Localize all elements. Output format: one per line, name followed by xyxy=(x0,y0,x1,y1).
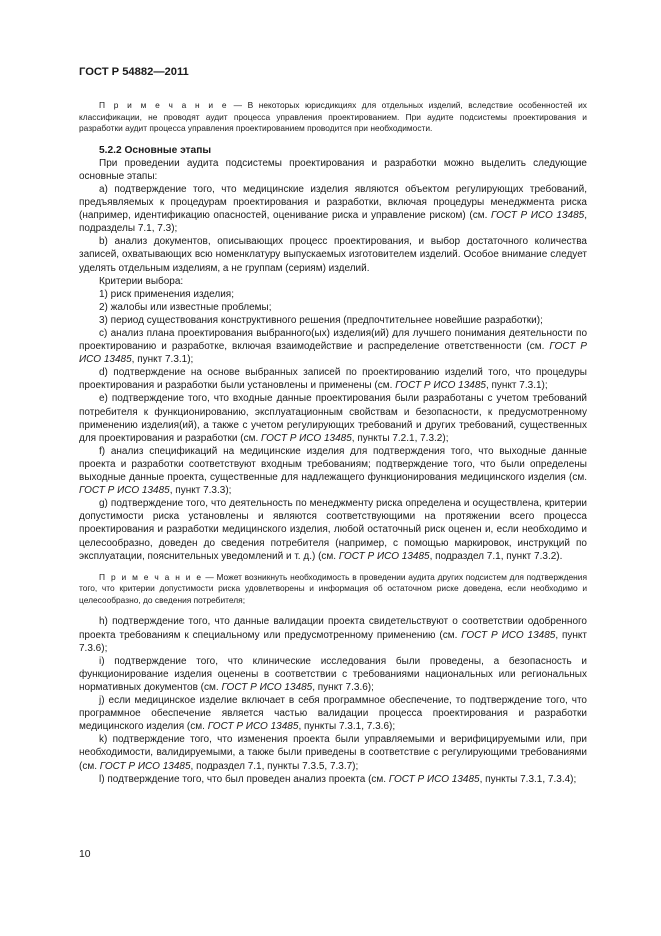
standard-reference: ГОСТ Р ИСО 13485 xyxy=(490,210,585,222)
item-j: j) если медицинское изделие включает в себя программное обеспечение, то подтверждение того, что программное обеспечение является частью валидации процесса проектирования и разработки медицинского изделия (см. ГОСТ Р ИСО 13485, пункты 7.3.1, 7.3.6); xyxy=(79,695,587,733)
item-b: b) анализ документов, описывающих процесс проектирования, и выбор достаточного количества записей, охватывающих всю номенклатуру выпускаемых изготовителем изделий. Особое внимание следует уделять отдельным изделиям, а не группам (сериям) изделий. xyxy=(79,236,587,274)
note-paragraph xyxy=(79,100,587,135)
section-heading: 5.2.2 Основные этапы xyxy=(99,144,212,156)
item-h: h) подтверждение того, что данные валидации проекта свидетельствуют о соответствии одобренного проекта требованиям к специальному или предусмотренному применению (см. ГОСТ Р ИСО 13485, пункт 7.3.6); xyxy=(79,616,587,654)
standard-reference: ГОСТ Р ИСО 13485 xyxy=(79,485,170,497)
item-i: i) подтверждение того, что клинические исследования были проведены, а безопасность и функционирование изделия оценены в соответствии с требованиями национальных или региональных нормативных документов (см. ГОСТ Р ИСО 13485, пункт 7.3.6); xyxy=(79,655,587,693)
item-d: d) подтверждение на основе выбранных записей по проектированию изделий того, что процедуры проектирования и разработки были установлены и применены (см. ГОСТ Р ИСО 13485, пункт 7.3.1); xyxy=(79,367,587,392)
standard-reference: ГОСТ Р ИСО 13485 xyxy=(207,721,299,733)
item-c: с) анализ плана проектирования выбранного(ых) изделия(ий) для лучшего понимания деятельности по проектированию и разработке, включая взаимодействие и распределение ответственности (см. ГОСТ Р ИСО 13485, пункт 7.3.1); xyxy=(79,328,587,366)
standard-reference: ГОСТ Р ИСО 13485 xyxy=(338,550,430,562)
standard-reference: ГОСТ Р ИСО 13485 xyxy=(395,380,486,392)
standard-reference: ГОСТ Р ИСО 13485 xyxy=(79,341,587,366)
standard-reference: ГОСТ Р ИСО 13485 xyxy=(461,629,556,641)
note-text: — Может возникнуть необходимость в проведении аудита других подсистем для подтверждения того, что критерии допустимости риска удовлетворены и информация об остаточном риске доведена, если необходимо и целесообразно, до сведения потребителя; xyxy=(79,571,587,605)
criteria-item-1: 1) риск применения изделия; xyxy=(99,288,234,300)
note-label: П р и м е ч а н и е xyxy=(99,100,229,110)
criteria-label: Критерии выбора: xyxy=(99,275,184,287)
item-f: f) анализ спецификаций на медицинские изделия для подтверждения того, что выходные данные проекта и разработки соответствуют входным требованиям; подтверждение того, что были определены выходные данные проекта, существенные для надлежащего функционирования медицинского изделия (см. ГОСТ Р ИСО 13485, пункт 7.3.3); xyxy=(79,445,587,497)
item-g: g) подтверждение того, что деятельность по менеджменту риска определена и осуществлена, критерии допустимости риска установлены и являются соответствующими на протяжении всего процесса проектирования и разработки медицинского изделия, любой остаточный риск оценен и, если необходимо и целесообразно, доведен до сведения потребителя (например, с помощью маркировок, инструкций по эксплуатации, пояснительных уведомлений и т. д.) (см. ГОСТ Р ИСО 13485, подраздел 7.1, пункт 7.3.2). xyxy=(79,498,587,562)
standard-reference: ГОСТ Р ИСО 13485 xyxy=(221,681,313,693)
intro-paragraph: При проведении аудита подсистемы проектирования и разработки можно выделить следующие основные этапы: xyxy=(79,157,587,182)
note-paragraph xyxy=(79,572,587,607)
item-a: а) подтверждение того, что медицинские изделия являются объектом регулирующих требований, предъявляемых к процедурам проектирования и разработки, включая процедуры менеджмента риска (например, идентификацию опасностей, оценивание риска и управление риском) (см. ГОСТ Р ИСО 13485, подразделы 7.1, 7.3); xyxy=(79,183,587,235)
note-label: П р и м е ч а н и е xyxy=(99,571,203,582)
note-text: — В некоторых юрисдикциях для отдельных изделий, вследствие особенностей их классификации, не проводят аудит процесса управления проектированием. При аудите подсистемы проектирования и разработки аудит процесса управления проектированием проводится при необходимости. xyxy=(79,100,587,134)
document-header: ГОСТ Р 54882—2011 xyxy=(79,66,189,78)
page-number: 10 xyxy=(79,849,91,860)
item-k: k) подтверждение того, что изменения проекта были управляемыми и верифицируемыми или, при необходимости, валидируемыми, а также были приведены в соответствие с регулирующими требованиями (см. ГОСТ Р ИСО 13485, подраздел 7.1, пункты 7.3.5, 7.3.7); xyxy=(79,734,587,772)
item-l: l) подтверждение того, что был проведен анализ проекта (см. ГОСТ Р ИСО 13485, пункты 7.3.1, 7.3.4); xyxy=(99,773,577,785)
criteria-item-3: 3) период существования конструктивного решения (предпочтительнее новейшие разработки); xyxy=(99,314,543,326)
item-e: е) подтверждение того, что входные данные проектирования были разработаны с учетом требований потребителя к функционированию, эксплуатационным свойствам и безопасности, к предусмотренному применению изделия(ий), а также с учетом регулирующих требований и других требований, существенных для проектирования и разработки (см. ГОСТ Р ИСО 13485, пункты 7.2.1, 7.3.2); xyxy=(79,393,587,444)
criteria-item-2: 2) жалобы или известные проблемы; xyxy=(99,301,272,313)
standard-reference: ГОСТ Р ИСО 13485 xyxy=(99,760,191,772)
standard-reference: ГОСТ Р ИСО 13485 xyxy=(388,773,480,785)
standard-reference: ГОСТ Р ИСО 13485 xyxy=(261,432,352,444)
document-body xyxy=(79,100,587,786)
